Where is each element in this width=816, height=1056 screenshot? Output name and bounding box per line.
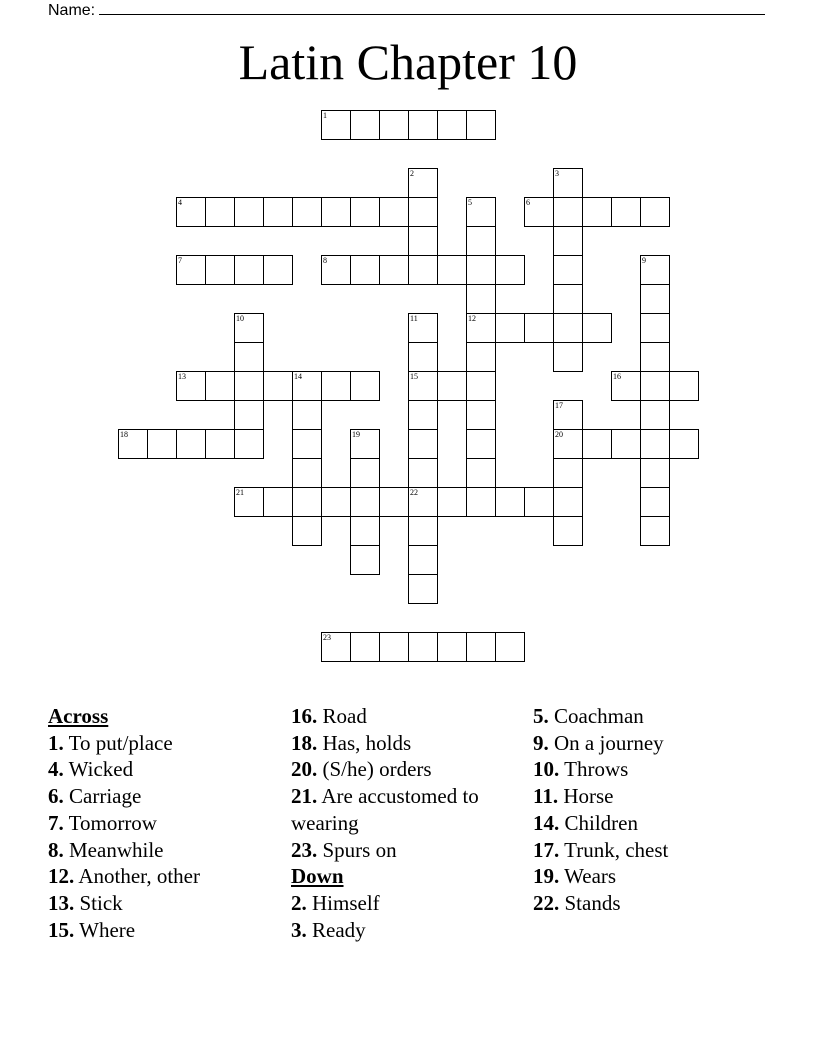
grid-cell[interactable] (350, 458, 380, 488)
grid-cell[interactable] (408, 371, 438, 401)
clue-number: 16 (613, 372, 621, 381)
grid-cell[interactable] (524, 313, 554, 343)
clue-item (291, 890, 516, 917)
grid-cell[interactable] (205, 429, 235, 459)
clue-item-number: 16. (291, 704, 318, 728)
clue-item-text: Has, holds (322, 730, 412, 755)
clue-item-number: 13. (48, 890, 75, 915)
grid-cell[interactable] (495, 255, 525, 285)
grid-cell[interactable] (176, 255, 206, 285)
grid-cell[interactable] (495, 487, 525, 517)
grid-cell[interactable] (321, 255, 351, 285)
grid-cell[interactable] (321, 110, 351, 140)
clue-item-number: 11. (533, 784, 559, 809)
grid-cell[interactable] (669, 371, 699, 401)
grid-cell[interactable] (640, 458, 670, 488)
grid-cell[interactable] (205, 197, 235, 227)
clue-number: 1 (323, 111, 327, 120)
grid-cell[interactable] (640, 400, 670, 430)
clue-item-text: Trunk, chest (564, 837, 669, 862)
grid-cell[interactable] (553, 516, 583, 546)
clue-item (533, 703, 773, 730)
clue-item-number: 21. (291, 784, 318, 809)
across-clue-list (48, 730, 288, 944)
grid-cell[interactable] (466, 487, 496, 517)
clue-item-number: 5. (533, 704, 549, 728)
grid-cell[interactable] (466, 632, 496, 662)
clue-item-number: 14. (533, 810, 560, 835)
grid-cell[interactable] (437, 371, 467, 401)
clue-item-text: Where (79, 917, 136, 942)
grid-cell[interactable] (234, 429, 264, 459)
grid-cell[interactable] (640, 313, 670, 343)
clue-item (291, 917, 516, 944)
clue-item-text: Meanwhile (69, 837, 164, 862)
grid-cell[interactable] (176, 429, 206, 459)
grid-cell[interactable] (640, 342, 670, 372)
grid-cell[interactable] (350, 429, 380, 459)
clue-item-number: 9. (533, 730, 549, 755)
clue-item-number: 8. (48, 837, 64, 862)
clue-item (291, 837, 516, 864)
clue-number: 8 (323, 256, 327, 265)
grid-cell[interactable] (524, 487, 554, 517)
grid-cell[interactable] (408, 574, 438, 604)
grid-cell[interactable] (379, 487, 409, 517)
clue-item-number: 1. (48, 730, 64, 755)
clue-item-number: 17. (533, 837, 560, 862)
grid-cell[interactable] (234, 487, 264, 517)
clue-number: 7 (178, 256, 182, 265)
grid-cell[interactable] (466, 400, 496, 430)
clues-column-3 (533, 703, 773, 917)
grid-cell[interactable] (582, 429, 612, 459)
clue-number: 10 (236, 314, 244, 323)
clue-number: 2 (410, 169, 414, 178)
grid-cell[interactable] (408, 400, 438, 430)
down-clue-list-cont (533, 703, 773, 917)
grid-cell[interactable] (292, 400, 322, 430)
clue-item-number: 4. (48, 757, 64, 782)
grid-cell[interactable] (379, 255, 409, 285)
clue-item-text: Horse (563, 784, 614, 809)
grid-cell[interactable] (553, 255, 583, 285)
grid-cell[interactable] (611, 429, 641, 459)
grid-cell[interactable] (611, 197, 641, 227)
grid-cell[interactable] (263, 255, 293, 285)
grid-cell[interactable] (379, 110, 409, 140)
grid-cell[interactable] (263, 371, 293, 401)
grid-cell[interactable] (234, 197, 264, 227)
grid-cell[interactable] (408, 545, 438, 575)
clue-number: 6 (526, 198, 530, 207)
grid-cell[interactable] (495, 313, 525, 343)
grid-cell[interactable] (553, 313, 583, 343)
grid-cell[interactable] (176, 371, 206, 401)
clue-number: 15 (410, 372, 418, 381)
clue-item (533, 783, 773, 810)
clue-number: 20 (555, 430, 563, 439)
grid-cell[interactable] (408, 632, 438, 662)
grid-cell[interactable] (321, 487, 351, 517)
grid-cell[interactable] (611, 371, 641, 401)
clue-item-text: Tomorrow (68, 810, 157, 835)
clue-item (48, 810, 288, 837)
clue-item-number: 7. (48, 810, 64, 835)
clue-item (533, 730, 773, 757)
grid-cell[interactable] (408, 313, 438, 343)
clue-item (291, 783, 516, 836)
grid-cell[interactable] (669, 429, 699, 459)
grid-cell[interactable] (640, 284, 670, 314)
clue-number: 9 (642, 256, 646, 265)
clue-item (48, 890, 288, 917)
clue-item-text: On a journey (554, 730, 664, 755)
grid-cell[interactable] (292, 371, 322, 401)
clue-number: 19 (352, 430, 360, 439)
clue-item-text: Stands (564, 890, 621, 915)
clue-item (533, 890, 773, 917)
clue-item-number: 23. (291, 837, 318, 862)
clue-item-text: Wicked (68, 757, 134, 782)
clue-item (291, 703, 516, 730)
page-title: Latin Chapter 10 (238, 34, 578, 90)
grid-cell[interactable] (553, 342, 583, 372)
grid-cell[interactable] (640, 429, 670, 459)
clue-item-number: 15. (48, 917, 75, 942)
grid-cell[interactable] (466, 226, 496, 256)
grid-cell[interactable] (408, 429, 438, 459)
grid-cell[interactable] (118, 429, 148, 459)
grid-cell[interactable] (553, 284, 583, 314)
clue-item-number: 6. (48, 784, 64, 809)
clue-item-text: Coachman (554, 704, 644, 728)
clue-item (48, 783, 288, 810)
grid-cell[interactable] (495, 632, 525, 662)
grid-cell[interactable] (408, 110, 438, 140)
grid-cell[interactable] (640, 371, 670, 401)
clue-item (48, 837, 288, 864)
grid-cell[interactable] (408, 168, 438, 198)
grid-cell[interactable] (466, 313, 496, 343)
clue-number: 4 (178, 198, 182, 207)
grid-cell[interactable] (437, 632, 467, 662)
grid-cell[interactable] (640, 255, 670, 285)
clue-number: 21 (236, 488, 244, 497)
down-heading: Down (291, 864, 344, 889)
grid-cell[interactable] (553, 429, 583, 459)
clue-item (291, 730, 516, 757)
clue-item-number: 2. (291, 890, 307, 915)
clue-item (533, 810, 773, 837)
grid-cell[interactable] (466, 110, 496, 140)
grid-cell[interactable] (466, 197, 496, 227)
grid-cell[interactable] (350, 110, 380, 140)
grid-cell[interactable] (321, 371, 351, 401)
clues-column-1 (48, 703, 288, 943)
clue-number: 12 (468, 314, 476, 323)
grid-cell[interactable] (350, 632, 380, 662)
clue-number: 23 (323, 633, 331, 642)
clue-item-text: Carriage (69, 784, 142, 809)
clue-item-text: Wears (564, 864, 617, 889)
clue-item-text: To put/place (68, 730, 173, 755)
clue-item-text: Children (564, 810, 638, 835)
grid-cell[interactable] (408, 226, 438, 256)
clue-item-number: 3. (291, 917, 307, 942)
clue-item-text: Stick (79, 890, 123, 915)
clue-item (48, 917, 288, 944)
grid-cell[interactable] (466, 429, 496, 459)
grid-cell[interactable] (205, 255, 235, 285)
grid-cell[interactable] (553, 487, 583, 517)
clue-item (48, 863, 288, 890)
name-label: Name: (48, 2, 96, 19)
grid-cell[interactable] (408, 342, 438, 372)
clue-item (533, 837, 773, 864)
grid-cell[interactable] (466, 342, 496, 372)
grid-cell[interactable] (292, 429, 322, 459)
grid-cell[interactable] (437, 487, 467, 517)
grid-cell[interactable] (234, 342, 264, 372)
clue-item-text: Himself (312, 890, 380, 915)
clue-item-number: 20. (291, 757, 318, 782)
clue-item (533, 863, 773, 890)
grid-cell[interactable] (350, 255, 380, 285)
grid-cell[interactable] (350, 371, 380, 401)
clue-item-text: Spurs on (322, 837, 397, 862)
grid-cell[interactable] (263, 487, 293, 517)
grid-cell[interactable] (292, 197, 322, 227)
across-heading: Across (48, 704, 109, 728)
grid-cell[interactable] (408, 487, 438, 517)
clue-item-text: Road (322, 704, 367, 728)
clue-item-number: 19. (533, 864, 560, 889)
clue-item-text: Another, other (78, 864, 200, 889)
clue-item (48, 730, 288, 757)
grid-cell[interactable] (553, 168, 583, 198)
grid-cell[interactable] (640, 197, 670, 227)
grid-cell[interactable] (234, 255, 264, 285)
clue-item-number: 12. (48, 864, 75, 889)
grid-cell[interactable] (350, 516, 380, 546)
grid-cell[interactable] (321, 197, 351, 227)
grid-cell[interactable] (234, 313, 264, 343)
grid-cell[interactable] (234, 371, 264, 401)
grid-cell[interactable] (553, 458, 583, 488)
clue-item (291, 756, 516, 783)
clue-number: 17 (555, 401, 563, 410)
grid-cell[interactable] (321, 632, 351, 662)
grid-cell[interactable] (292, 487, 322, 517)
clue-number: 5 (468, 198, 472, 207)
grid-cell[interactable] (205, 371, 235, 401)
grid-cell[interactable] (263, 197, 293, 227)
across-clue-list-cont (291, 703, 516, 863)
down-clue-list (291, 890, 516, 943)
grid-cell[interactable] (466, 255, 496, 285)
clue-number: 22 (410, 488, 418, 497)
clue-item (533, 756, 773, 783)
grid-cell[interactable] (408, 458, 438, 488)
grid-cell[interactable] (292, 516, 322, 546)
grid-cell[interactable] (408, 197, 438, 227)
grid-cell[interactable] (379, 632, 409, 662)
clue-item-text: (S/he) orders (322, 757, 432, 782)
clue-number: 18 (120, 430, 128, 439)
clue-number: 3 (555, 169, 559, 178)
grid-cell[interactable] (437, 255, 467, 285)
grid-cell[interactable] (176, 197, 206, 227)
clue-item-text: Are accustomed to wearing (291, 784, 479, 835)
grid-cell[interactable] (553, 226, 583, 256)
grid-cell[interactable] (640, 516, 670, 546)
grid-cell[interactable] (234, 400, 264, 430)
grid-cell[interactable] (350, 487, 380, 517)
grid-cell[interactable] (640, 487, 670, 517)
clue-item-text: Ready (312, 917, 366, 942)
clue-item-number: 22. (533, 890, 560, 915)
clue-item-text: Throws (564, 757, 629, 782)
grid-cell[interactable] (582, 197, 612, 227)
grid-cell[interactable] (524, 197, 554, 227)
grid-cell[interactable] (437, 110, 467, 140)
grid-cell[interactable] (466, 284, 496, 314)
grid-cell[interactable] (147, 429, 177, 459)
grid-cell[interactable] (466, 458, 496, 488)
clue-number: 14 (294, 372, 302, 381)
grid-cell[interactable] (466, 371, 496, 401)
grid-cell[interactable] (408, 255, 438, 285)
clue-number: 13 (178, 372, 186, 381)
clue-item-number: 10. (533, 757, 560, 782)
grid-cell[interactable] (408, 516, 438, 546)
grid-cell[interactable] (553, 197, 583, 227)
clue-number: 11 (410, 314, 418, 323)
grid-cell[interactable] (582, 313, 612, 343)
grid-cell[interactable] (292, 458, 322, 488)
grid-cell[interactable] (350, 545, 380, 575)
grid-cell[interactable] (350, 197, 380, 227)
clue-item-number: 18. (291, 730, 318, 755)
grid-cell[interactable] (379, 197, 409, 227)
grid-cell[interactable] (553, 400, 583, 430)
clues-column-2 (291, 703, 516, 943)
clue-item (48, 756, 288, 783)
